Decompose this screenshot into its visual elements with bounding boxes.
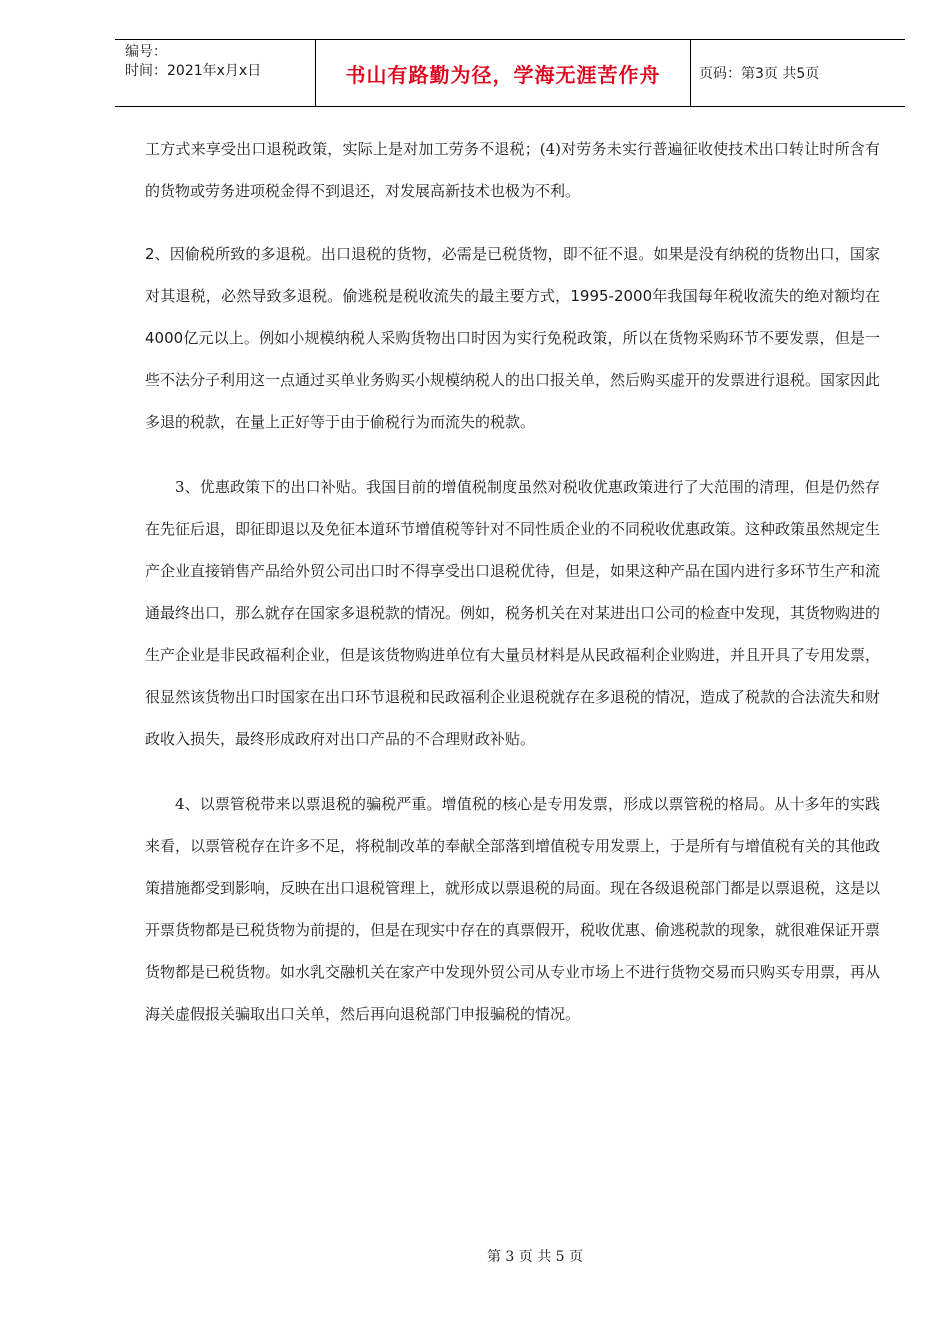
header-motto-cell (316, 40, 691, 106)
paragraph-export-subsidy: 3、优惠政策下的出口补贴。我国目前的增值税制度虽然对税收优惠政策进行了大范围的清理，但是仍然存在先征后退，即征即退以及免征本道环节增值税等针对不同性质企业的不同税收优惠政策。这种政策虽然规定生产企业直接销售产品给外贸公司出口时不得享受出口退税优待，但是，如果这种产品在国内进行多环节生产和流通最终出口，那么就存在国家多退税款的情况。例如，税务机关在对某进出口公司的检查中发现，其货物购进的生产企业是非民政福利企业，但是该货物购进单位有大量员材料是从民政福利企业购进，并且开具了专用发票，很显然该货物出口时国家在出口环节退税和民政福利企业退税就存在多退税的情况，造成了税款的合法流失和财政收入损失，最终形成政府对出口产品的不合理财政补贴。 (145, 478, 881, 748)
document-body (145, 128, 880, 1035)
paragraph-tax-evasion: 2、因偷税所致的多退税。出口退税的货物，必需是已税货物，即不征不退。如果是没有纳税的货物出口，国家对其退税，必然导致多退税。偷逃税是税收流失的最主要方式，1995-2000年我国每年税收流失的绝对额均在4000亿元以上。例如小规模纳税人采购货物出口时因为实行免税政策，所以在货物采购环节不要发票，但是一些不法分子利用这一点通过买单业务购买小规模纳税人的出口报关单，然后购买虚开的发票进行退税。国家因此多退的税款，在量上正好等于由于偷税行为而流失的税款。 (145, 245, 881, 431)
header-number-label: 编号： (125, 44, 167, 60)
page-footer (0, 1246, 950, 1266)
footer-page-number: 第 3 页 共 5 页 (486, 1249, 584, 1265)
paragraph-continuation: 工方式来享受出口退税政策，实际上是对加工劳务不退税；(4)对劳务未实行普遍征收使技术出口转让时所含有的货物或劳务进项税金得不到退还，对发展高新技术也极为不利。 (145, 140, 880, 200)
header-page-label: 页码：第3页 共5页 (699, 66, 820, 82)
header-page-cell (691, 40, 905, 106)
header-motto: 书山有路勤为径，学海无涯苦作舟 (345, 62, 661, 87)
header-time-label: 时间：2021年x月x日 (125, 63, 262, 79)
header-meta-cell (115, 40, 316, 106)
document-header (115, 39, 905, 107)
paragraph-invoice-fraud: 4、以票管税带来以票退税的骗税严重。增值税的核心是专用发票，形成以票管税的格局。从十多年的实践来看，以票管税存在许多不足，将税制改革的奉献全部落到增值税专用发票上，于是所有与增值税有关的其他政策措施都受到影响，反映在出口退税管理上，就形成以票退税的局面。现在各级退税部门都是以票退税，这是以开票货物都是已税货物为前提的，但是在现实中存在的真票假开，税收优惠、偷逃税款的现象，就很难保证开票货物都是已税货物。如水乳交融机关在家产中发现外贸公司从专业市场上不进行货物交易而只购买专用票，再从海关虚假报关骗取出口关单，然后再向退税部门申报骗税的情况。 (145, 795, 881, 1023)
